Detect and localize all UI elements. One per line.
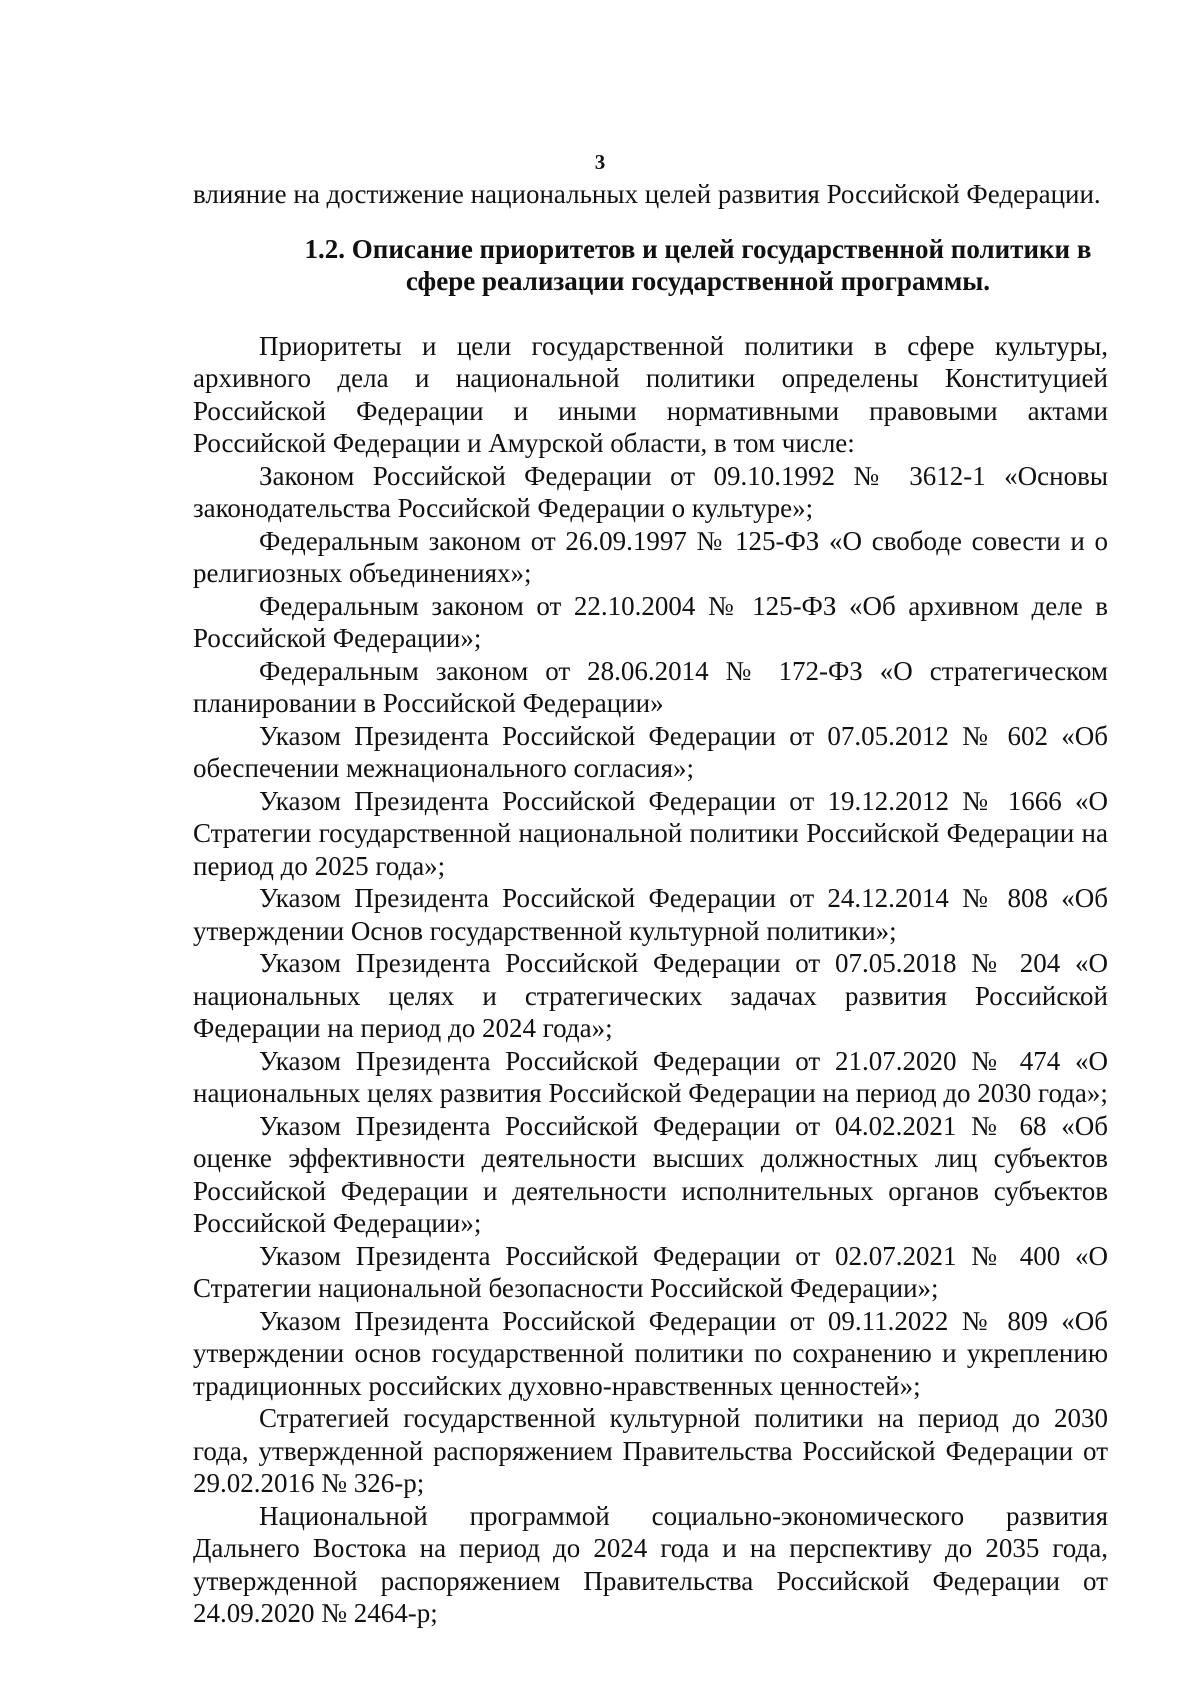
legal-act-item: Федеральным законом от 22.10.2004 № 125-ФЗ «Об архивном деле в Российской Федерации»; [193, 590, 1108, 653]
section-heading [193, 233, 1108, 298]
document-body [193, 178, 1108, 1630]
legal-act-item: Законом Российской Федерации от 09.10.1992 № 3612-1 «Основы законодательства Российской Федерации о культуре»; [193, 460, 1108, 523]
legal-act-item: Указом Президента Российской Федерации от 07.05.2012 № 602 «Об обеспечении межнационального согласия»; [193, 720, 1108, 783]
legal-act-item: Федеральным законом от 26.09.1997 № 125-ФЗ «О свободе совести и о религиозных объединениях»; [193, 525, 1108, 588]
legal-act-item: Указом Президента Российской Федерации от 02.07.2021 № 400 «О Стратегии национальной безопасности Российской Федерации»; [193, 1240, 1108, 1303]
legal-act-item: Национальной программой социально-экономического развития Дальнего Востока на период до 2024 года и на перспективу до 2035 года, утвержденной распоряжением Правительства Российской Федерации от 24.09.2020 № 2464-р; [193, 1500, 1108, 1628]
legal-act-item: Указом Президента Российской Федерации от 19.12.2012 № 1666 «О Стратегии государственной национальной политики Российской Федерации на период до 2025 года»; [193, 785, 1108, 881]
section-heading-line-2: сфере реализации государственной программы. [405, 266, 991, 296]
legal-act-item: Стратегией государственной культурной политики на период до 2030 года, утвержденной распоряжением Правительства Российской Федерации от 29.02.2016 № 326-р; [193, 1403, 1108, 1498]
section-heading-line-1: 1.2. Описание приоритетов и целей государственной политики в [304, 233, 1092, 264]
legal-act-item: Указом Президента Российской Федерации от 04.02.2021 № 68 «Об оценке эффективности деятельности высших должностных лиц субъектов Российской Федерации и деятельности исполнительных органов субъектов Российской Федерации»; [193, 1110, 1108, 1238]
legal-act-item: Федеральным законом от 28.06.2014 № 172-ФЗ «О стратегическом планировании в Российской Федерации» [193, 655, 1108, 718]
legal-act-item: Указом Президента Российской Федерации от 21.07.2020 № 474 «О национальных целях развития Российской Федерации на период до 2030 года»; [193, 1045, 1108, 1108]
page-number: 3 [594, 150, 606, 174]
legal-act-item: Указом Президента Российской Федерации от 24.12.2014 № 808 «Об утверждении Основ государственной культурной политики»; [193, 883, 1108, 946]
continuation-line: влияние на достижение национальных целей развития Российской Федерации. [193, 179, 1101, 209]
legal-act-item: Указом Президента Российской Федерации от 09.11.2022 № 809 «Об утверждении основ государственной политики по сохранению и укреплению традиционных российских духовно-нравственных ценностей»; [193, 1305, 1108, 1401]
legal-act-item: Указом Президента Российской Федерации от 07.05.2018 № 204 «О национальных целях и стратегических задачах развития Российской Федерации на период до 2024 года»; [193, 948, 1108, 1043]
legal-acts-list [193, 460, 1108, 1630]
intro-paragraph: Приоритеты и цели государственной политики в сфере культуры, архивного дела и национальной политики определены Конституцией Российской Федерации и иными нормативными правовыми актами Российской Федерации и Амурской области, в том числе: [193, 330, 1108, 458]
